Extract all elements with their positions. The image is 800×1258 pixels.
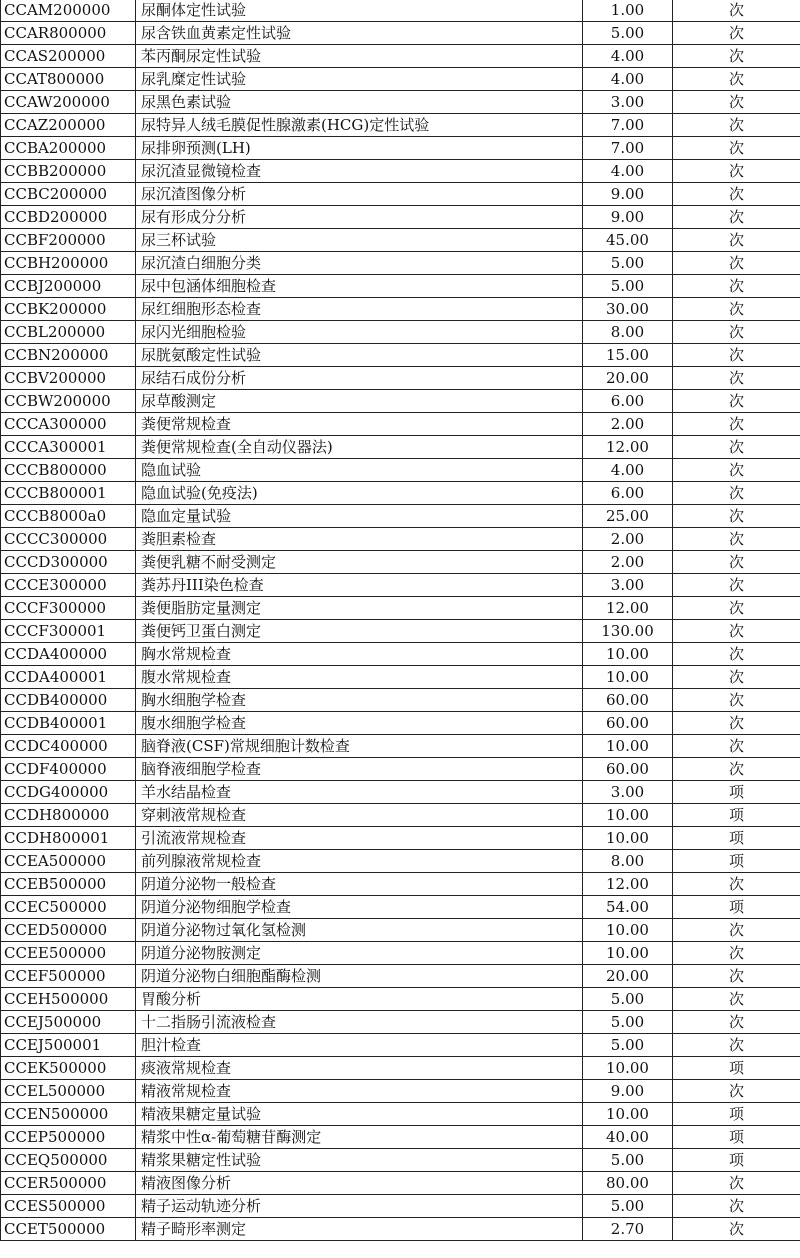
item-price-cell: 40.00 [583,1126,673,1149]
item-name-cell: 尿黑色素试验 [136,91,583,114]
item-unit-cell: 次 [673,574,800,597]
item-unit-cell: 次 [673,1218,800,1241]
table-row [1,321,800,344]
item-name-cell: 尿酮体定性试验 [136,0,583,22]
item-code-cell: CCAW200000 [1,91,136,114]
item-unit-cell: 项 [673,804,800,827]
item-code-cell: CCDH800001 [1,827,136,850]
item-unit-cell: 次 [673,1195,800,1218]
table-row [1,1080,800,1103]
table-row [1,689,800,712]
item-unit-cell: 次 [673,137,800,160]
item-unit-cell: 次 [673,643,800,666]
item-price-cell: 10.00 [583,1057,673,1080]
item-name-cell: 粪便钙卫蛋白测定 [136,620,583,643]
item-code-cell: CCCC300000 [1,528,136,551]
item-code-cell: CCCF300000 [1,597,136,620]
item-name-cell: 胃酸分析 [136,988,583,1011]
item-name-cell: 胸水常规检查 [136,643,583,666]
table-row [1,505,800,528]
item-price-cell: 2.00 [583,413,673,436]
item-code-cell: CCBC200000 [1,183,136,206]
item-name-cell: 尿红细胞形态检查 [136,298,583,321]
item-price-cell: 10.00 [583,942,673,965]
item-code-cell: CCDH800000 [1,804,136,827]
table-row [1,114,800,137]
item-price-cell: 10.00 [583,735,673,758]
item-code-cell: CCEK500000 [1,1057,136,1080]
item-code-cell: CCDB400000 [1,689,136,712]
item-code-cell: CCAS200000 [1,45,136,68]
item-unit-cell: 项 [673,1126,800,1149]
item-name-cell: 粪便常规检查 [136,413,583,436]
table-row [1,712,800,735]
item-name-cell: 阴道分泌物过氧化氢检测 [136,919,583,942]
table-row [1,873,800,896]
table-row [1,22,800,45]
table-row [1,298,800,321]
item-price-cell: 12.00 [583,873,673,896]
table-row [1,482,800,505]
item-price-cell: 5.00 [583,1149,673,1172]
item-code-cell: CCCD300000 [1,551,136,574]
item-code-cell: CCEF500000 [1,965,136,988]
item-code-cell: CCEL500000 [1,1080,136,1103]
table-row [1,1126,800,1149]
item-unit-cell: 次 [673,689,800,712]
item-unit-cell: 次 [673,390,800,413]
item-unit-cell: 次 [673,321,800,344]
item-price-cell: 2.00 [583,528,673,551]
item-price-cell: 8.00 [583,321,673,344]
table-row [1,735,800,758]
item-code-cell: CCBA200000 [1,137,136,160]
item-unit-cell: 次 [673,1034,800,1057]
table-row [1,160,800,183]
table-row [1,137,800,160]
item-name-cell: 尿沉渣图像分析 [136,183,583,206]
item-price-cell: 20.00 [583,965,673,988]
item-name-cell: 阴道分泌物一般检查 [136,873,583,896]
item-name-cell: 尿草酸测定 [136,390,583,413]
item-code-cell: CCBB200000 [1,160,136,183]
item-unit-cell: 次 [673,91,800,114]
table-row [1,45,800,68]
item-code-cell: CCDC400000 [1,735,136,758]
item-code-cell: CCDA400001 [1,666,136,689]
item-name-cell: 精浆中性α-葡萄糖苷酶测定 [136,1126,583,1149]
table-body [1,0,800,1241]
item-name-cell: 尿三杯试验 [136,229,583,252]
item-name-cell: 尿排卵预测(LH) [136,137,583,160]
item-price-cell: 3.00 [583,91,673,114]
item-code-cell: CCCE300000 [1,574,136,597]
item-unit-cell: 次 [673,0,800,22]
item-name-cell: 阴道分泌物胺测定 [136,942,583,965]
item-name-cell: 粪便脂肪定量测定 [136,597,583,620]
table-row [1,390,800,413]
item-name-cell: 尿有形成分分析 [136,206,583,229]
item-price-cell: 5.00 [583,988,673,1011]
item-code-cell: CCED500000 [1,919,136,942]
item-code-cell: CCBL200000 [1,321,136,344]
item-price-cell: 9.00 [583,1080,673,1103]
item-unit-cell: 次 [673,597,800,620]
table-row [1,229,800,252]
item-code-cell: CCDA400000 [1,643,136,666]
item-code-cell: CCBJ200000 [1,275,136,298]
item-price-cell: 12.00 [583,597,673,620]
table-row [1,597,800,620]
item-unit-cell: 次 [673,758,800,781]
item-unit-cell: 次 [673,551,800,574]
table-row [1,1218,800,1241]
item-name-cell: 脑脊液细胞学检查 [136,758,583,781]
item-code-cell: CCAM200000 [1,0,136,22]
table-row [1,68,800,91]
table-row [1,528,800,551]
item-price-cell: 60.00 [583,758,673,781]
item-name-cell: 尿含铁血黄素定性试验 [136,22,583,45]
item-unit-cell: 次 [673,482,800,505]
item-price-cell: 8.00 [583,850,673,873]
item-price-cell: 10.00 [583,643,673,666]
table-row [1,1011,800,1034]
item-name-cell: 尿胱氨酸定性试验 [136,344,583,367]
item-unit-cell: 项 [673,850,800,873]
item-code-cell: CCCB8000a0 [1,505,136,528]
item-code-cell: CCBW200000 [1,390,136,413]
item-unit-cell: 次 [673,1080,800,1103]
item-price-cell: 5.00 [583,275,673,298]
item-code-cell: CCBK200000 [1,298,136,321]
item-price-cell: 6.00 [583,482,673,505]
item-price-cell: 5.00 [583,1195,673,1218]
item-unit-cell: 次 [673,436,800,459]
item-unit-cell: 次 [673,413,800,436]
item-name-cell: 尿结石成份分析 [136,367,583,390]
item-price-cell: 10.00 [583,1103,673,1126]
item-name-cell: 腹水细胞学检查 [136,712,583,735]
item-price-cell: 10.00 [583,804,673,827]
item-name-cell: 粪便乳糖不耐受测定 [136,551,583,574]
item-name-cell: 尿闪光细胞检验 [136,321,583,344]
item-code-cell: CCBF200000 [1,229,136,252]
table-row [1,252,800,275]
item-code-cell: CCEP500000 [1,1126,136,1149]
item-name-cell: 尿乳糜定性试验 [136,68,583,91]
item-name-cell: 隐血试验(免疫法) [136,482,583,505]
item-unit-cell: 次 [673,666,800,689]
item-price-cell: 10.00 [583,827,673,850]
table-row [1,275,800,298]
item-name-cell: 尿中包涵体细胞检查 [136,275,583,298]
item-unit-cell: 次 [673,942,800,965]
table-row [1,827,800,850]
item-unit-cell: 次 [673,712,800,735]
item-unit-cell: 次 [673,965,800,988]
item-unit-cell: 次 [673,45,800,68]
table-row [1,643,800,666]
item-price-cell: 9.00 [583,206,673,229]
item-unit-cell: 次 [673,114,800,137]
item-price-cell: 15.00 [583,344,673,367]
item-name-cell: 精液图像分析 [136,1172,583,1195]
item-unit-cell: 项 [673,1149,800,1172]
item-price-cell: 10.00 [583,919,673,942]
item-code-cell: CCDB400001 [1,712,136,735]
table-row [1,919,800,942]
table-row [1,574,800,597]
item-code-cell: CCCF300001 [1,620,136,643]
item-unit-cell: 次 [673,275,800,298]
item-name-cell: 阴道分泌物白细胞酯酶检测 [136,965,583,988]
item-price-cell: 80.00 [583,1172,673,1195]
item-name-cell: 尿沉渣白细胞分类 [136,252,583,275]
item-price-cell: 45.00 [583,229,673,252]
item-price-cell: 6.00 [583,390,673,413]
item-unit-cell: 项 [673,1103,800,1126]
table-row [1,988,800,1011]
item-price-cell: 12.00 [583,436,673,459]
item-code-cell: CCBN200000 [1,344,136,367]
item-code-cell: CCEJ500000 [1,1011,136,1034]
item-price-cell: 2.00 [583,551,673,574]
item-price-cell: 10.00 [583,666,673,689]
item-name-cell: 胸水细胞学检查 [136,689,583,712]
item-unit-cell: 项 [673,781,800,804]
table-row [1,1195,800,1218]
table-row [1,1057,800,1080]
item-unit-cell: 次 [673,367,800,390]
table-row [1,1172,800,1195]
item-code-cell: CCDF400000 [1,758,136,781]
item-code-cell: CCBD200000 [1,206,136,229]
item-price-cell: 54.00 [583,896,673,919]
item-price-cell: 5.00 [583,22,673,45]
table-row [1,459,800,482]
item-code-cell: CCEN500000 [1,1103,136,1126]
item-name-cell: 尿沉渣显微镜检查 [136,160,583,183]
item-price-cell: 1.00 [583,0,673,22]
table-row [1,942,800,965]
table-row [1,965,800,988]
item-price-cell: 4.00 [583,45,673,68]
item-unit-cell: 次 [673,344,800,367]
table-row [1,666,800,689]
table-row [1,850,800,873]
table-row [1,367,800,390]
item-name-cell: 粪苏丹III染色检查 [136,574,583,597]
item-name-cell: 粪胆素检查 [136,528,583,551]
table-row [1,758,800,781]
item-unit-cell: 次 [673,1011,800,1034]
table-row [1,1103,800,1126]
item-code-cell: CCEJ500001 [1,1034,136,1057]
item-price-cell: 130.00 [583,620,673,643]
item-name-cell: 腹水常规检查 [136,666,583,689]
item-code-cell: CCDG400000 [1,781,136,804]
item-name-cell: 前列腺液常规检查 [136,850,583,873]
item-name-cell: 十二指肠引流液检查 [136,1011,583,1034]
item-name-cell: 精浆果糖定性试验 [136,1149,583,1172]
item-name-cell: 精子运动轨迹分析 [136,1195,583,1218]
item-name-cell: 精液常规检查 [136,1080,583,1103]
item-unit-cell: 次 [673,252,800,275]
item-name-cell: 胆汁检查 [136,1034,583,1057]
item-unit-cell: 次 [673,919,800,942]
table-row [1,896,800,919]
item-code-cell: CCEA500000 [1,850,136,873]
table-row [1,206,800,229]
item-unit-cell: 次 [673,22,800,45]
item-unit-cell: 次 [673,505,800,528]
table-row [1,551,800,574]
item-unit-cell: 次 [673,1172,800,1195]
item-unit-cell: 次 [673,183,800,206]
item-code-cell: CCAR800000 [1,22,136,45]
item-name-cell: 痰液常规检查 [136,1057,583,1080]
item-price-cell: 4.00 [583,160,673,183]
table-row [1,804,800,827]
table-row [1,1149,800,1172]
table-row [1,413,800,436]
item-code-cell: CCES500000 [1,1195,136,1218]
item-price-cell: 4.00 [583,459,673,482]
item-unit-cell: 次 [673,528,800,551]
item-unit-cell: 次 [673,160,800,183]
item-name-cell: 引流液常规检查 [136,827,583,850]
item-unit-cell: 项 [673,896,800,919]
item-unit-cell: 次 [673,298,800,321]
table-row [1,620,800,643]
item-price-cell: 5.00 [583,1011,673,1034]
item-price-cell: 3.00 [583,781,673,804]
item-price-cell: 5.00 [583,252,673,275]
table-row [1,436,800,459]
item-code-cell: CCBV200000 [1,367,136,390]
item-code-cell: CCAT800000 [1,68,136,91]
item-name-cell: 穿刺液常规检查 [136,804,583,827]
item-price-cell: 7.00 [583,114,673,137]
item-name-cell: 尿特异人绒毛膜促性腺激素(HCG)定性试验 [136,114,583,137]
table-row [1,344,800,367]
item-name-cell: 阴道分泌物细胞学检查 [136,896,583,919]
item-unit-cell: 项 [673,1057,800,1080]
item-name-cell: 粪便常规检查(全自动仪器法) [136,436,583,459]
table-row [1,91,800,114]
item-price-cell: 9.00 [583,183,673,206]
item-code-cell: CCET500000 [1,1218,136,1241]
item-price-cell: 25.00 [583,505,673,528]
item-code-cell: CCEB500000 [1,873,136,896]
item-unit-cell: 次 [673,229,800,252]
item-name-cell: 精子畸形率测定 [136,1218,583,1241]
item-unit-cell: 项 [673,827,800,850]
item-price-cell: 20.00 [583,367,673,390]
item-price-cell: 3.00 [583,574,673,597]
item-code-cell: CCEQ500000 [1,1149,136,1172]
table-row [1,183,800,206]
item-code-cell: CCEE500000 [1,942,136,965]
item-name-cell: 脑脊液(CSF)常规细胞计数检查 [136,735,583,758]
item-name-cell: 隐血定量试验 [136,505,583,528]
table-row [1,781,800,804]
item-name-cell: 苯丙酮尿定性试验 [136,45,583,68]
item-price-cell: 7.00 [583,137,673,160]
item-code-cell: CCCB800001 [1,482,136,505]
item-code-cell: CCER500000 [1,1172,136,1195]
item-name-cell: 精液果糖定量试验 [136,1103,583,1126]
item-code-cell: CCEH500000 [1,988,136,1011]
item-code-cell: CCCA300001 [1,436,136,459]
item-code-cell: CCCB800000 [1,459,136,482]
item-price-cell: 5.00 [583,1034,673,1057]
item-code-cell: CCBH200000 [1,252,136,275]
item-code-cell: CCEC500000 [1,896,136,919]
item-unit-cell: 次 [673,459,800,482]
item-price-cell: 30.00 [583,298,673,321]
item-name-cell: 羊水结晶检查 [136,781,583,804]
item-code-cell: CCCA300000 [1,413,136,436]
item-unit-cell: 次 [673,620,800,643]
item-unit-cell: 次 [673,988,800,1011]
item-unit-cell: 次 [673,68,800,91]
item-name-cell: 隐血试验 [136,459,583,482]
item-price-cell: 60.00 [583,689,673,712]
item-unit-cell: 次 [673,735,800,758]
item-unit-cell: 次 [673,206,800,229]
table-row [1,0,800,22]
table-row [1,1034,800,1057]
item-unit-cell: 次 [673,873,800,896]
item-price-cell: 4.00 [583,68,673,91]
item-price-cell: 2.70 [583,1218,673,1241]
item-code-cell: CCAZ200000 [1,114,136,137]
item-price-cell: 60.00 [583,712,673,735]
